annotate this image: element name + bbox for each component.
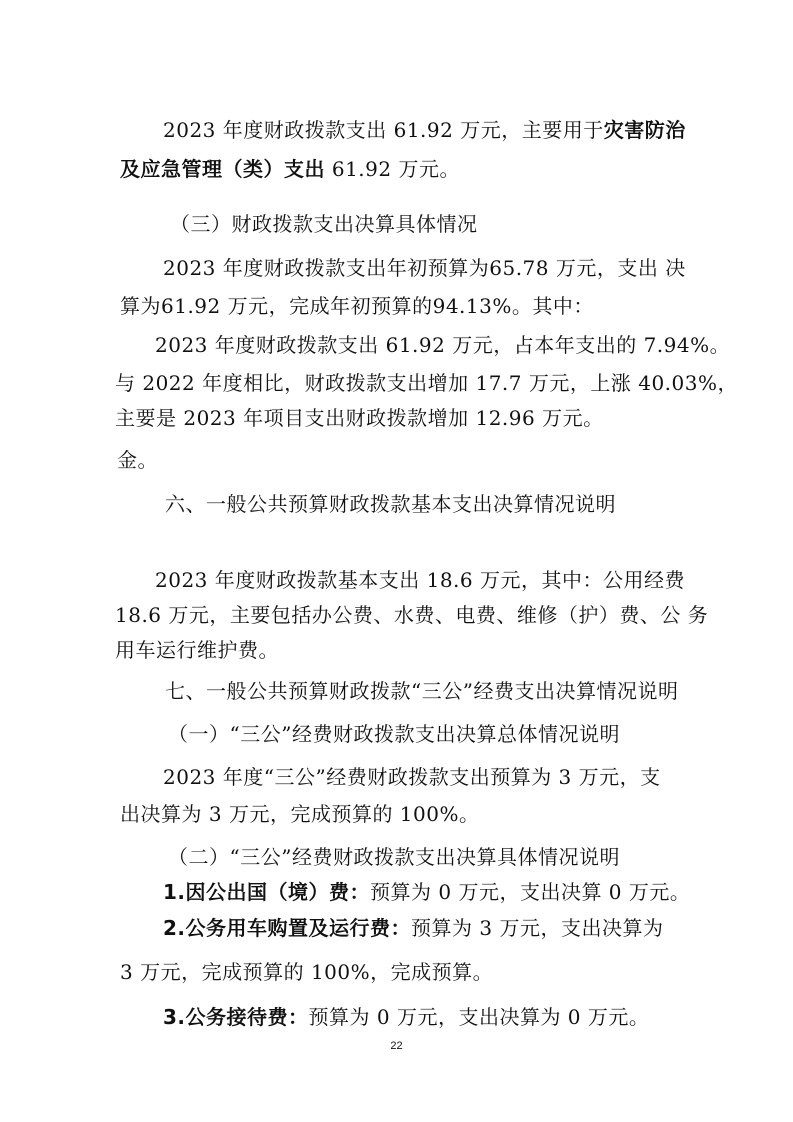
para3-line1: 2023 年度财政拨款支出 61.92 万元，占本年支出的 7.94%。 <box>155 333 731 357</box>
para1-line1 <box>163 116 686 144</box>
item-3 <box>163 1003 649 1031</box>
para3-line3: 主要是 2023 年项目支出财政拨款增加 12.96 万元。 <box>115 406 604 430</box>
item-1-text: 预算为 0 万元，支出决算 0 万元。 <box>370 880 691 904</box>
heading-section-6: 六、一般公共预算财政拨款基本支出决算情况说明 <box>165 492 616 516</box>
item-3-label: 3.公务接待费： <box>163 1005 309 1029</box>
para4-line3: 用车运行维护费。 <box>115 638 279 662</box>
page-number: 22 <box>390 1040 403 1052</box>
para1-line1-bold: 灾害防治 <box>603 118 686 142</box>
item-2-continuation: 3 万元，完成预算的 100%，完成预算。 <box>120 960 494 984</box>
para2-line1: 2023 年度财政拨款支出年初预算为65.78 万元，支出 决 <box>163 256 686 280</box>
subheading-1: （一）“三公”经费财政拨款支出决算总体情况说明 <box>168 722 620 746</box>
para5-line2: 出决算为 3 万元，完成预算的 100%。 <box>120 802 480 826</box>
para1-line2-text: 61.92 万元。 <box>325 157 460 181</box>
item-2-text: 预算为 3 万元，支出决算为 <box>411 916 664 940</box>
para1-line1-text: 2023 年度财政拨款支出 61.92 万元，主要用于 <box>163 118 604 142</box>
item-1 <box>163 878 690 906</box>
para1-line2-bold: 及应急管理（类）支出 <box>120 157 325 181</box>
item-3-text: 预算为 0 万元，支出决算为 0 万元。 <box>308 1005 650 1029</box>
para5-line1: 2023 年度“三公”经费财政拨款支出预算为 3 万元，支 <box>163 765 661 789</box>
para4-line1: 2023 年度财政拨款基本支出 18.6 万元，其中：公用经费 <box>155 568 686 592</box>
heading-section-3: （三）财政拨款支出决算具体情况 <box>170 212 478 236</box>
fragment-text: 金。 <box>117 448 158 472</box>
para2-line2: 算为61.92 万元，完成年初预算的94.13%。其中： <box>120 294 594 318</box>
heading-section-7: 七、一般公共预算财政拨款“三公”经费支出决算情况说明 <box>165 679 679 703</box>
subheading-2: （二）“三公”经费财政拨款支出决算具体情况说明 <box>168 845 620 869</box>
para1-line2 <box>120 155 460 183</box>
item-2-label: 2.公务用车购置及运行费： <box>163 916 412 940</box>
item-2 <box>163 914 663 942</box>
item-1-label: 1.因公出国（境）费： <box>163 880 371 904</box>
para3-line2: 与 2022 年度相比，财政拨款支出增加 17.7 万元，上涨 40.03%， <box>115 371 738 395</box>
para4-line2: 18.6 万元，主要包括办公费、水费、电费、维修（护）费、公 务 <box>115 603 709 627</box>
